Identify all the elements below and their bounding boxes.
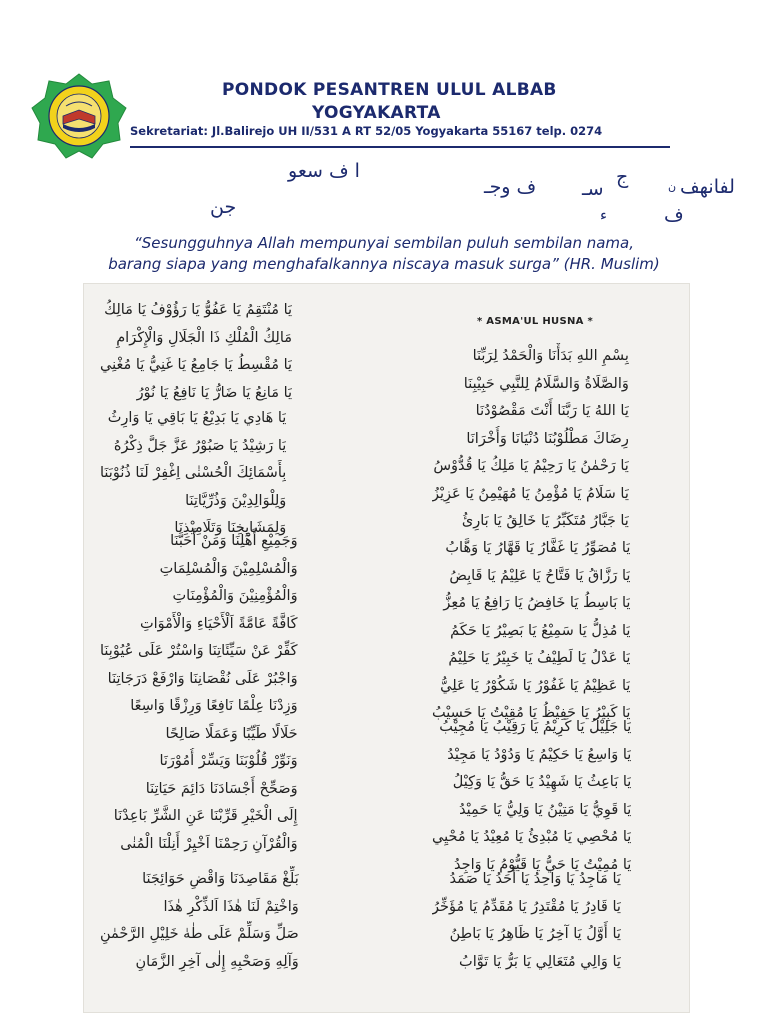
verse-line: يَا وَاسِعُ يَا حَكِيْمُ يَا وَدُوْدُ يَا مَجِيْدُ [447,746,632,763]
verse-line: يَا اللهُ يَا رَبَّنَا أَنْتَ مَقْصُوْدُنَا [475,403,629,419]
verse-line: يَا أَوَّلُ يَا آخِرُ يَا ظَاهِرُ يَا بَاطِنُ [449,926,621,942]
verse-line: يَا بَاعِثُ يَا شَهِيْدُ يَا حَقُّ يَا وَكِيْلُ [452,774,632,790]
verse-line: يَا وَالِي مُتَعَالِي يَا بَرُّ يَا تَوَّابُ [459,953,621,970]
verse-line: وَالصَّلَاةُ وَالسَّلَامُ لِلنَّبِي حَبِيْبِنَا [463,375,629,392]
arabic-fragment: ن [668,180,677,193]
verse-line: بِسْمِ اللهِ بَدَأْنَا وَالْحَمْدُ لِرَبِّنَا [472,348,629,364]
verse-line: يَا هَادِي يَا بَدِيْعُ يَا بَاقِي يَا وَارِثُ [107,410,287,426]
header-divider [130,146,670,148]
verse-line: وَلِلْوَالِدِيْنَ وَذُرِّيَّاتِنَا [185,492,287,509]
verse-line: يَا بَاسِطُ يَا خَافِضُ يَا رَافِعُ يَا مُعِزُّ [443,595,631,611]
left-column-block-3 [100,528,298,858]
pesantren-logo [30,72,128,160]
verse-line: يَا رَحْمٰنُ يَا رَحِيْمُ يَا مَلِكُ يَا قُدُّوْسُ [433,458,629,474]
verse-line: يَا كَبِيْرُ يَا حَفِيْظُ يَا مُقِيْتُ يَا حَسِيْبُ [432,705,631,721]
verse-line: وَزِدْنَا عِلْمًا نَافِعًا وَرِزْقًا وَاسِعًا [130,698,298,714]
verse-line: يَا مَاجِدُ يَا وَاحِدُ يَا أَحَدُ يَا صَمَدُ [449,871,621,887]
verse-line: إِلَى الْخَيْرِ قَرِّبْنَا عَنِ الشَّرِّ بَاعِدْنَا [113,808,298,824]
institution-name: PONDOK PESANTREN ULUL ALBAB [222,80,557,100]
left-column-block-4 [100,866,299,976]
verse-line: وَالْمُسْلِمِيْنَ وَالْمُسْلِمَاتِ [159,560,298,577]
verse-line: يَا قَادِرُ يَا مُقْتَدِرُ يَا مُقَدِّمُ يَا مُؤَخِّرُ [432,898,621,915]
secretariat-address: Sekretariat: Jl.Balirejo UH II/531 A RT 52/05 Yogyakarta 55167 telp. 0274 [130,124,603,138]
verse-line: يَا مُحْصِي يَا مُبْدِئُ يَا مُعِيْدُ يَا مُحْيِي [432,829,632,845]
right-column-block-3 [432,714,631,879]
arabic-fragment: ف وجـ [484,176,537,198]
verse-line: يَا رَشِيْدُ يَا صَبُوْرُ عَزَّ جَلَّ ذِكْرُهُ [113,437,287,454]
arabic-fragment: سـ [582,178,604,200]
right-column-block-2 [432,535,630,728]
verse-line: وَالْمُؤْمِنِيْنَ وَالْمُؤْمِنَاتِ [172,588,298,604]
arabic-fragment: ء [600,206,608,224]
verse-line: يَا مُذِلُّ يَا سَمِيْعُ يَا بَصِيْرُ يَا حَكَمُ [450,622,631,639]
left-column-block-2 [100,405,286,543]
verse-line: وَلِمَشَايِخِنَا وَتَلَامِيْذِنَا [174,520,287,536]
asmaul-husna-heading: * ASMA'UL HUSNA * [477,316,593,327]
verse-line: حَلَالًا طَيِّبًا وَعَمَلًا صَالِحًا [165,725,298,742]
institution-city: YOGYAKARTA [312,103,441,123]
verse-line: يَا جَبَّارُ مُتَكَبِّرُ يَا خَالِقُ يَا بَارِئُ [461,513,629,529]
verse-line: وَصَحِّحْ أَجْسَادَنَا دَائِمَ حَيَاتِنَا [145,780,298,797]
verse-line: بِأَسْمَائِكَ الْحُسْنٰى اِغْفِرْ لَنَا ذُنُوْبَنَا [100,465,287,481]
verse-line: صَلِّ وَسَلِّمْ عَلَى طٰهٰ خَلِيْلِ الرَّحْمٰنِ [100,926,299,942]
verse-line: كَافَّةً عَامَّةً اَلْأَحْيَاءِ وَالْأَمْوَاتِ [139,615,298,632]
verse-line: وَجَمِيْعِ أَهْلِنَا وَمَنْ أَحَبَّنَا [170,533,298,549]
left-column-block-1 [100,297,292,407]
verse-line: يَا مُصَوِّرُ يَا غَفَّارُ يَا قَهَّارُ يَا وَهَّابُ [445,540,631,556]
verse-line: يَا رَزَّاقُ يَا فَتَّاحُ يَا عَلِيْمُ يَا قَابِضُ [449,567,631,584]
verse-line: وَاخْتِمْ لَنَا هٰذَا اَلذِّكْرِ هٰذَا [163,898,299,915]
verse-line: يَا مَانِعُ يَا ضَارُّ يَا نَافِعُ يَا نُوْرُ [136,384,293,401]
hadith-quote-line-1: “Sesungguhnya Allah mempunyai sembilan puluh sembilan nama, [133,234,634,252]
verse-line: بَلِّغْ مَقَاصِدَنَا وَاقْضِ حَوَائِجَنَا [142,871,299,887]
verse-line: يَا عَظِيْمُ يَا غَفُوْرُ يَا شَكُوْرُ يَا عَلِيُّ [440,677,631,694]
arabic-fragment: لفانهف [680,176,735,198]
verse-line: وَالْقُرْآنِ رَحِمْنَا اَخْيِرْ أَنِلْنَا الْمُنٰى [120,835,298,852]
hadith-quote-line-2: barang siapa yang menghafalkannya niscaya masuk surga” (HR. Muslim) [108,255,660,273]
verse-line: وَنَوِّرْ قُلُوْبَنَا وَيَسِّرْ أُمُوْرَنَا [159,753,298,769]
verse-line: كَفِّرْ عَنْ سَيِّئَاتِنَا وَاسْتُرْ عَلَى عُيُوْبِنَا [100,643,298,659]
verse-line: يَا سَلَامُ يَا مُؤْمِنُ يَا مُهَيْمِنُ يَا عَزِيْزُ [432,485,629,502]
right-column-block-4 [432,866,621,976]
verse-line: وَآلِهِ وَصَحْبِهِ إِلٰى آخِرِ الزَّمَانِ [135,953,299,970]
arabic-fragment: ف [664,204,684,226]
verse-line: يَا مُمِيْتُ يَا حَيُّ يَا قَيُّوْمُ يَا وَاجِدُ [454,856,632,873]
verse-line: يَا قَوِيُّ يَا مَتِيْنُ يَا وَلِيُّ يَا حَمِيْدُ [459,801,632,818]
arabic-fragment: ا ف سعو [288,160,360,182]
arabic-fragment: جن [210,196,237,218]
verse-line: يَا جَلِيْلُ يَا كَرِيْمُ يَا رَقِيْبُ يَا مُجِيْبُ [439,719,632,735]
verse-line: مَالِكُ الْمُلْكِ ذَا الْجَلَالِ وَالْإِكْرَامِ [116,329,293,346]
arabic-fragment: ج [616,166,629,188]
right-column-block-1 [432,343,629,536]
verse-line: وَاجْبُرْ عَلَى نُقْصَانِنَا وَارْفَعْ دَرَجَاتِنَا [107,670,298,687]
verse-line: يَا عَدْلُ يَا لَطِيْفُ يَا خَبِيْرُ يَا حَلِيْمُ [448,650,631,666]
verse-line: رِضَاكَ مَطْلُوْبُنَا دُنْيَانَا وَأُخْرَانَا [466,430,629,447]
verse-line: يَا مُقْسِطُ يَا جَامِعُ يَا غَنِيُّ يَا مُغْنِي [100,357,293,373]
verse-line: يَا مُنْتَقِمُ يَا عَفُوُّ يَا رَؤُوْفُ يَا مَالِكُ [104,302,293,318]
